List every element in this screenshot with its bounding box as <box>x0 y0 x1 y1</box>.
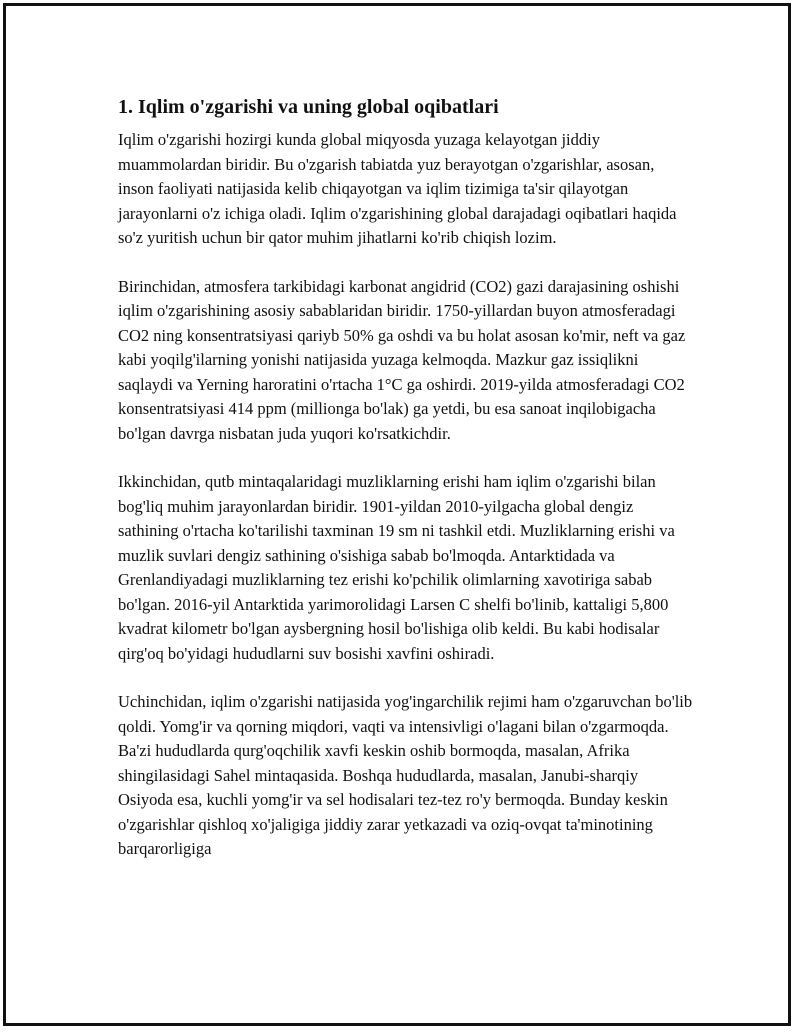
paragraph-co2: Birinchidan, atmosfera tarkibidagi karbonat angidrid (CO2) gazi darajasining oshishi iqlim o'zgarishining asosiy sabablaridan biridir. 1750-yillardan buyon atmosferadagi CO2 ning konsentratsiyasi qariyb 50% ga oshdi va bu holat asosan ko'mir, neft va gaz kabi yoqilg'ilarning yonishi natijasida yuzaga kelmoqda. Mazkur gaz issiqlikni saqlaydi va Yerning haroratini o'rtacha 1°C ga oshirdi. 2019-yilda atmosferadagi CO2 konsentratsiyasi 414 ppm (millionga bo'lak) ga yetdi, bu esa sanoat inqilobigacha bo'lgan davrga nisbatan juda yuqori ko'rsatkichdir. <box>118 276 686 443</box>
document-body <box>118 94 693 862</box>
section-title: 1. Iqlim o'zgarishi va uning global oqibatlari <box>118 96 499 118</box>
paragraph-intro: Iqlim o'zgarishi hozirgi kunda global miqyosda yuzaga kelayotgan jiddiy muammolardan biridir. Bu o'zgarish tabiatda yuz berayotgan o'zgarishlar, asosan, inson faoliyati natijasida kelib chiqayotgan va iqlim tizimiga ta'sir qilayotgan jarayonlarni o'z ichiga oladi. Iqlim o'zgarishining global darajadagi oqibatlari haqida so'z yuritish uchun bir qator muhim jihatlarni ko'rib chiqish lozim. <box>118 130 677 247</box>
paragraph-precipitation: Uchinchidan, iqlim o'zgarishi natijasida yog'ingarchilik rejimi ham o'zgaruvchan bo'lib qoldi. Yomg'ir va qorning miqdori, vaqti va intensivligi o'lagani bilan o'zgarmoqda. Ba'zi hududlarda qurg'oqchilik xavfi keskin oshib bormoqda, masalan, Afrika shingilasidagi Sahel mintaqasida. Boshqa hududlarda, masalan, Janubi-sharqiy Osiyoda esa, kuchli yomg'ir va sel hodisalari tez-tez ro'y bermoqda. Bunday keskin o'zgarishlar qishloq xo'jaligiga jiddiy zarar yetkazadi va oziq-ovqat ta'minotining barqarorligiga <box>118 692 693 858</box>
paragraph-glaciers: Ikkinchidan, qutb mintaqalaridagi muzliklarning erishi ham iqlim o'zgarishi bilan bog'liq muhim jarayonlardan biridir. 1901-yildan 2010-yilgacha global dengiz sathining o'rtacha ko'tarilishi taxminan 19 sm ni tashkil etdi. Muzliklarning erishi va muzlik suvlari dengiz sathining o'sishiga sabab bo'lmoqda. Antarktidada va Grenlandiyadagi muzliklarning tez erishi ko'pchilik olimlarning xavotiriga sabab bo'lgan. 2016-yil Antarktida yarimorolidagi Larsen C shelfi bo'linib, kattaligi 5,800 kvadrat kilometr bo'lgan aysbergning hosil bo'lishiga olib keldi. Bu kabi hodisalar qirg'oq bo'yidagi hududlarni suv bosishi xavfini oshiradi. <box>118 472 675 663</box>
